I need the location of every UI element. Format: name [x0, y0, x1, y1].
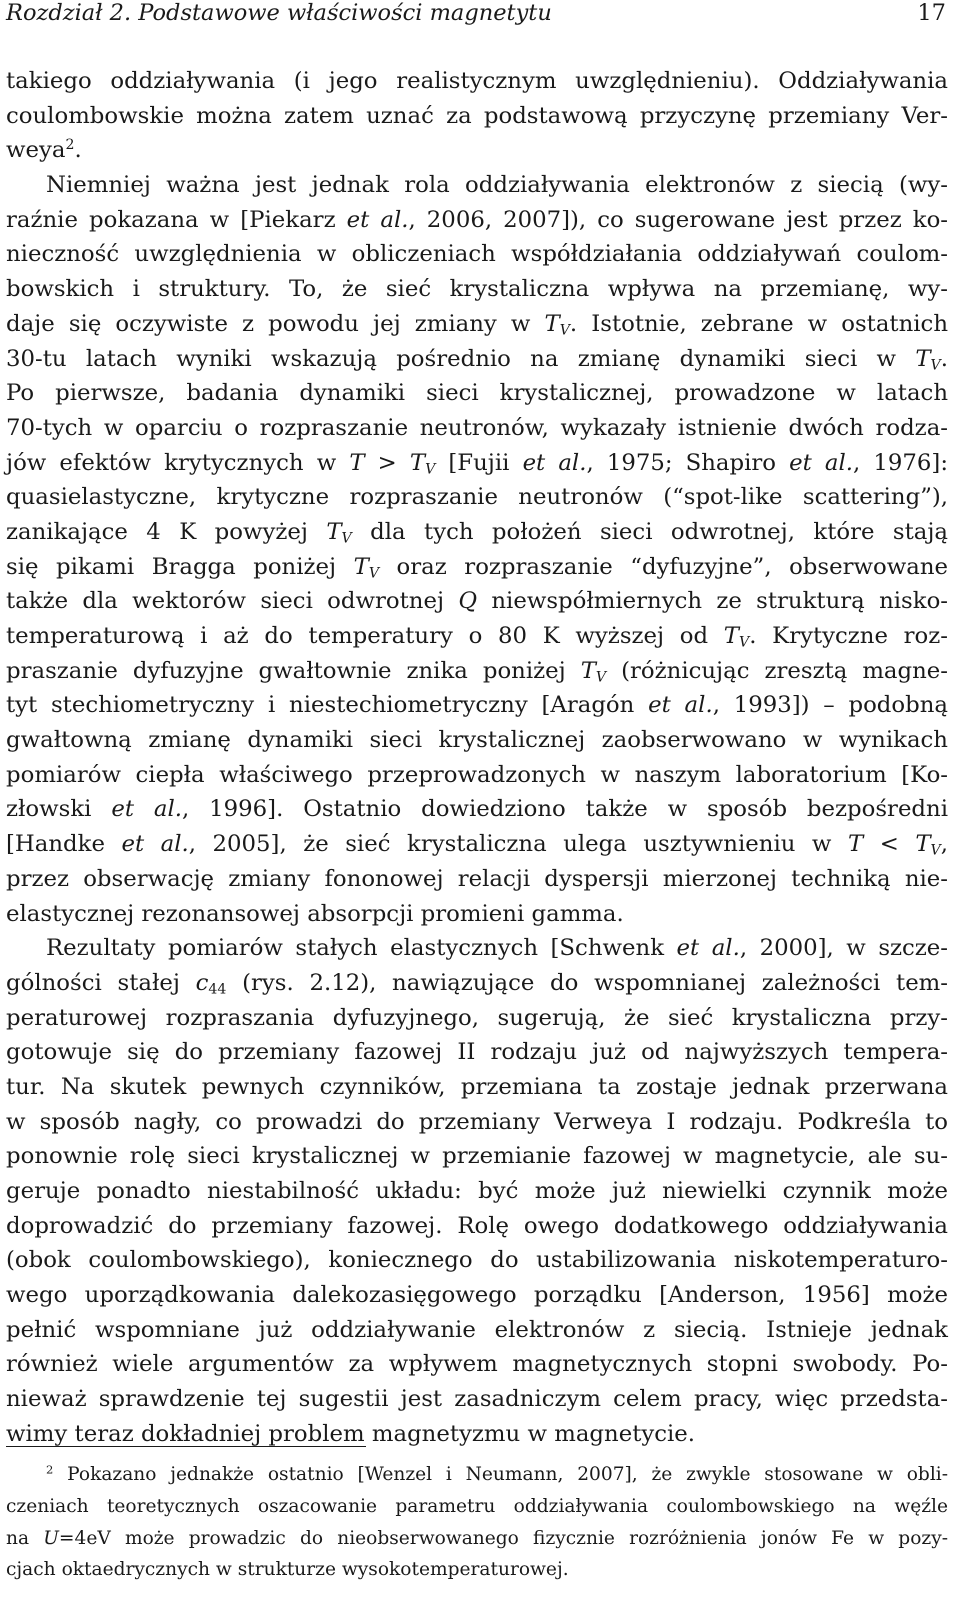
math-T: T — [915, 345, 931, 372]
text-fragment: daje się oczywiste z powodu jej zmiany w — [6, 310, 545, 337]
math-T: T — [847, 831, 864, 858]
text-fragment: , 2005], że sieć krystaliczna ulega usztywnieniu w — [188, 831, 848, 858]
text-line: coulombowskie można zatem uznać za podstawową przyczynę przemiany Ver- — [6, 102, 948, 129]
text-fragment: jów efektów krytycznych w — [6, 449, 350, 476]
text-line: wimy teraz dokładniej problem magnetyzmu w magnetycie. — [6, 1420, 696, 1447]
citation-etal: et al. — [676, 935, 740, 962]
math-c: c — [195, 969, 209, 996]
text-line: doprowadzić do przemiany fazowej. Rolę owego dodatkowego oddziaływania — [6, 1212, 948, 1239]
text-line — [6, 619, 948, 654]
text-fragment: , 1976]: — [853, 449, 948, 476]
math-T: T — [353, 553, 369, 580]
text-line: nieczność uwzględnienia w obliczeniach współdziałania oddziaływań coulom- — [6, 241, 948, 268]
text-line — [6, 654, 948, 689]
text-line — [6, 446, 948, 481]
text-line: Po pierwsze, badania dynamiki sieci krystalicznej, prowadzone w latach — [6, 380, 948, 407]
text-fragment: tyt stechiometryczny i niestechiometryczny [Aragón — [6, 692, 649, 719]
citation-etal: et al. — [121, 831, 189, 858]
text-line: pomiarów ciepła właściwego przeprowadzonych w naszym laboratorium [Ko- — [6, 761, 948, 788]
text-line: ponownie rolę sieci krystalicznej w przemianie fazowej w magnetycie, ale su- — [6, 1143, 948, 1170]
math-T: T — [326, 518, 342, 545]
math-sub-V: V — [595, 669, 607, 686]
math-T: T — [723, 623, 740, 649]
math-T: T — [915, 831, 931, 858]
footnote-number: 2 — [46, 1462, 54, 1477]
text-line — [6, 203, 948, 238]
math-gt: > — [364, 449, 410, 476]
footnote-mark[interactable]: 2 — [65, 137, 75, 154]
text-fragment: , 2006, 2007]), co sugerowane jest przez ko- — [408, 206, 949, 233]
text-fragment: temperaturową i aż do temperatury o 80 K wyższej od — [6, 623, 724, 649]
text-line: tur. Na skutek pewnych czynników, przemiana ta zostaje jednak przerwana — [6, 1073, 948, 1100]
text-line — [6, 550, 948, 585]
text-line: gotowuje się do przemiany fazowej II rodzaju już od najwyższych tempera- — [6, 1039, 948, 1066]
text-fragment: raźnie pokazana w [Piekarz — [6, 206, 347, 233]
text-line — [6, 584, 948, 619]
math-T: T — [544, 310, 560, 337]
citation-etal: et al. — [111, 796, 183, 823]
text-line — [6, 688, 948, 723]
text-fragment: , — [940, 831, 948, 858]
text-fragment: (rys. 2.12), nawiązujące do wspomnianej zależności tem- — [226, 969, 949, 996]
footnote-line — [6, 1459, 948, 1491]
math-T: T — [580, 657, 596, 684]
text-fragment: także dla wektorów sieci odwrotnej — [6, 588, 459, 615]
text-line — [6, 342, 948, 377]
text-fragment: dla tych położeń sieci odwrotnej, które stają — [351, 518, 948, 545]
text-fragment: zanikające 4 K powyżej — [6, 518, 327, 545]
math-sub-V: V — [930, 357, 941, 374]
text-line — [6, 931, 948, 966]
math-sub-44: 44 — [208, 981, 227, 998]
citation-etal: et al. — [522, 449, 587, 476]
text-fragment: . — [940, 345, 948, 372]
text-fragment: oraz rozpraszanie “dyfuzyjne”, obserwowane — [379, 553, 949, 580]
page-header — [6, 0, 954, 30]
text-fragment: [Fujii — [435, 449, 523, 476]
text-fragment: weya — [6, 137, 66, 164]
text-line — [6, 966, 948, 1001]
footnote-divider — [6, 1446, 366, 1447]
text-fragment: Pokazano jednakże ostatnio [Wenzel i Neumann, 2007], że zwykle stosowane w obli- — [67, 1464, 948, 1485]
math-sub-V: V — [368, 565, 380, 582]
text-fragment: . Krytyczne roz- — [749, 623, 948, 649]
text-fragment: . Istotnie, zebrane w ostatnich — [569, 310, 948, 337]
citation-etal: et al. — [789, 449, 854, 476]
footnote — [6, 1459, 948, 1586]
math-T: T — [409, 449, 426, 476]
text-fragment: , 1975; Shapiro — [586, 449, 790, 476]
text-fragment: , 1993]) – podobną — [712, 692, 948, 719]
text-fragment: złowski — [6, 796, 112, 823]
text-fragment: gólności stałej — [6, 969, 196, 996]
text-line: peraturowej rozpraszania dyfuzyjnego, sugerują, że sieć krystaliczna przy- — [6, 1004, 948, 1031]
text-fragment: (różnicując zresztą magne- — [606, 657, 948, 684]
text-line: 70-tych w oparciu o rozpraszanie neutronów, wykazały istnienie dwóch rodza- — [6, 414, 948, 441]
text-line: nieważ sprawdzenie tej sugestii jest zasadniczym celem pracy, więc przedsta- — [6, 1386, 948, 1413]
text-line: takiego oddziaływania (i jego realistycznym uwzględnieniu). Oddziaływania — [6, 68, 948, 94]
math-sub-V: V — [739, 634, 750, 651]
citation-etal: et al. — [346, 206, 409, 233]
text-fragment: się pikami Bragga poniżej — [6, 553, 354, 580]
text-line: również wiele argumentów za wpływem magnetycznych stopni swobody. Po- — [6, 1351, 948, 1378]
text-fragment: 30-tu latach wyniki wskazują pośrednio na zmianę dynamiki sieci w — [6, 345, 916, 372]
text-fragment: =4eV może prowadzic do nieobserwowanego fizycznie rozróżnienia jonów Fe w pozy- — [58, 1527, 948, 1549]
text-fragment: , 1996]. Ostatnio dowiedziono także w sposób bezpośredni — [182, 796, 949, 823]
text-fragment: [Handke — [6, 831, 122, 858]
text-line: bowskich i struktury. To, że sieć krystaliczna wpływa na przemianę, wy- — [6, 276, 948, 303]
text-line: w sposób nagły, co prowadzi do przemiany Verweya I rodzaju. Podkreśla to — [6, 1108, 948, 1135]
math-sub-V: V — [425, 461, 436, 478]
text-line: pełnić wspomniane już oddziaływanie elektronów z siecią. Istnieje jednak — [6, 1316, 948, 1343]
math-U: U — [43, 1527, 59, 1549]
math-T: T — [349, 449, 365, 476]
text-line — [6, 515, 948, 550]
text-fragment: niewspółmiernych ze strukturą nisko- — [477, 588, 948, 615]
main-text — [6, 64, 948, 1452]
text-fragment: praszanie dyfuzyjne gwałtownie znika poniżej — [6, 657, 581, 684]
footnote-line: cjach oktaedrycznych w strukturze wysokotemperaturowej. — [6, 1559, 569, 1581]
math-sub-V: V — [559, 322, 570, 339]
footnote-line — [6, 1523, 948, 1555]
math-Q: Q — [458, 588, 478, 615]
text-fragment: . — [74, 137, 82, 164]
running-title: Rozdział 2. Podstawowe właściwości magnetytu — [6, 0, 552, 26]
citation-etal: et al. — [648, 692, 713, 719]
text-line — [6, 792, 948, 827]
math-sub-V: V — [341, 530, 352, 547]
text-line — [6, 133, 948, 168]
text-line: wego uporządkowania dalekozasięgowego porządku [Anderson, 1956] może — [6, 1282, 948, 1309]
text-line: geruje ponadto niestabilność układu: być może już niewielki czynnik może — [6, 1178, 948, 1204]
text-fragment: Rezultaty pomiarów stałych elastycznych [Schwenk — [46, 935, 677, 962]
text-fragment: na — [6, 1527, 44, 1549]
text-line: Niemniej ważna jest jednak rola oddziaływania elektronów z siecią (wy- — [46, 172, 948, 199]
page-number: 17 — [917, 0, 946, 26]
math-lt: < — [863, 831, 916, 858]
math-sub-V: V — [930, 842, 941, 859]
text-fragment: , 2000], w szcze- — [739, 935, 949, 962]
text-line: przez obserwację zmiany fononowej relacji dyspersji mierzonej techniką nie- — [6, 865, 948, 892]
text-line: (obok coulombowskiego), koniecznego do ustabilizowania niskotemperaturo- — [6, 1247, 948, 1274]
text-line: quasielastyczne, krytyczne rozpraszanie neutronów (“spot-like scattering”), — [6, 484, 948, 511]
footnote-line: czeniach teoretycznych oszacowanie parametru oddziaływania coulombowskiego na węźle — [6, 1495, 948, 1517]
text-line: gwałtowną zmianę dynamiki sieci krystalicznej zaobserwowano w wynikach — [6, 727, 948, 754]
text-line — [6, 307, 948, 342]
text-line — [6, 827, 948, 862]
text-line: elastycznej rezonansowej absorpcji promieni gamma. — [6, 900, 624, 927]
